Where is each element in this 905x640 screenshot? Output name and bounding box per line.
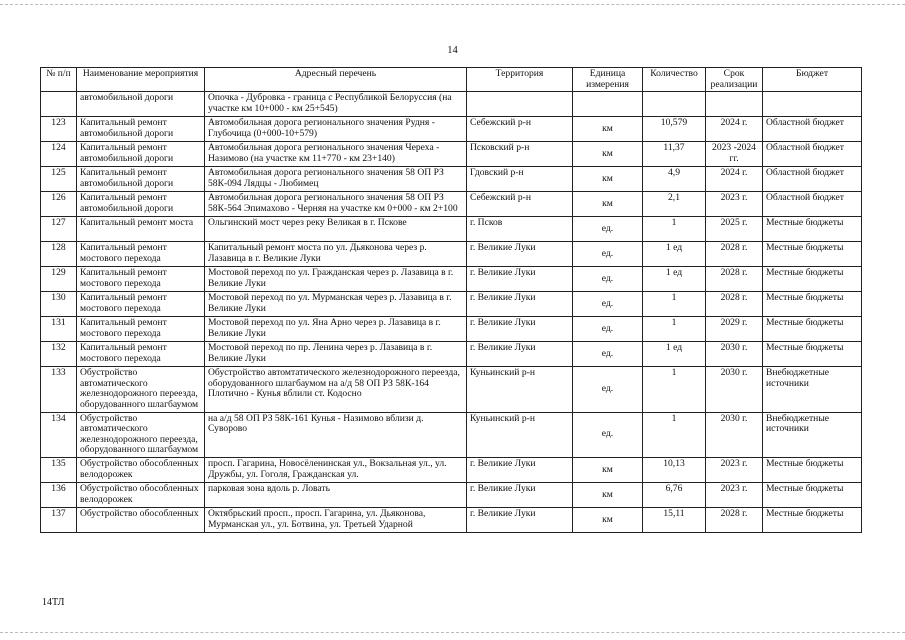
cell-territory: г. Великие Луки — [467, 317, 573, 342]
table-row — [41, 117, 862, 142]
cell-qty: 1 — [643, 292, 706, 317]
cell-territory: Псковский р-н — [467, 142, 573, 167]
cell-territory: Себежский р-н — [467, 192, 573, 217]
cell-term: 2023 -2024 гг. — [706, 142, 763, 167]
cell-budget: Внебюджетные источники — [763, 412, 862, 457]
cell-territory: г. Великие Луки — [467, 457, 573, 482]
cell-term: 2023 г. — [706, 192, 763, 217]
cell-event: Капитальный ремонт мостового перехода — [77, 317, 205, 342]
cell-address: Автомобильная дорога регионального значения Рудня - Глубочица (0+000-10+579) — [205, 117, 467, 142]
cell-event: Обустройство автоматического железнодорожного переезда, оборудованного шлагбаумом — [77, 367, 205, 412]
cell-unit: ед. — [573, 412, 643, 457]
cell-unit: ед. — [573, 217, 643, 242]
cell-qty: 11,37 — [643, 142, 706, 167]
cell-budget: Местные бюджеты — [763, 342, 862, 367]
cell-num: 123 — [41, 117, 77, 142]
cell-unit: км — [573, 142, 643, 167]
cell-event: Капитальный ремонт автомобильной дороги — [77, 192, 205, 217]
cell-budget — [763, 92, 862, 117]
cell-event: Капитальный ремонт автомобильной дороги — [77, 117, 205, 142]
cell-event: Обустройство обособленных — [77, 507, 205, 532]
table-row — [41, 317, 862, 342]
cell-event: Обустройство автоматического железнодорожного переезда, оборудованного шлагбаумом — [77, 412, 205, 457]
cell-budget: Местные бюджеты — [763, 217, 862, 242]
cell-num: 126 — [41, 192, 77, 217]
cell-territory: Гдовский р-н — [467, 167, 573, 192]
cell-num: 131 — [41, 317, 77, 342]
header-num: № п/п — [41, 68, 77, 92]
cell-num: 129 — [41, 267, 77, 292]
cell-term: 2024 г. — [706, 167, 763, 192]
cell-num: 135 — [41, 457, 77, 482]
cell-qty: 1 — [643, 317, 706, 342]
cell-qty: 1 ед — [643, 342, 706, 367]
cell-address: Опочка - Дубровка - граница с Республикой Белоруссия (на участке км 10+000 - км 25+545) — [205, 92, 467, 117]
cell-address: парковая зона вдоль р. Ловать — [205, 482, 467, 507]
cell-term: 2028 г. — [706, 267, 763, 292]
cell-num: 130 — [41, 292, 77, 317]
cell-unit: ед. — [573, 242, 643, 267]
cell-budget: Местные бюджеты — [763, 292, 862, 317]
cell-num: 134 — [41, 412, 77, 457]
header-term: Срок реализации — [706, 68, 763, 92]
cell-unit: км — [573, 192, 643, 217]
cell-qty: 10,579 — [643, 117, 706, 142]
cell-address: Мостовой переход по ул. Гражданская через р. Лазавица в г. Великие Луки — [205, 267, 467, 292]
header-qty: Количество — [643, 68, 706, 92]
cell-term — [706, 92, 763, 117]
cell-num: 124 — [41, 142, 77, 167]
cell-address: Автомобильная дорога регионального значения Череха - Назимово (на участке км 11+770 - км 23+140) — [205, 142, 467, 167]
cell-event: Обустройство обособленных велодорожек — [77, 457, 205, 482]
cell-budget: Местные бюджеты — [763, 507, 862, 532]
cell-term: 2028 г. — [706, 242, 763, 267]
table-row — [41, 267, 862, 292]
cell-event: Капитальный ремонт мостового перехода — [77, 267, 205, 292]
cell-event: Обустройство обособленных велодорожек — [77, 482, 205, 507]
cell-address: Мостовой переход по ул. Яна Арно через р. Лазавица в г. Великие Луки — [205, 317, 467, 342]
table-header-row — [41, 68, 862, 92]
table-row — [41, 412, 862, 457]
cell-unit: км — [573, 482, 643, 507]
cell-budget: Местные бюджеты — [763, 242, 862, 267]
cell-territory: г. Великие Луки — [467, 482, 573, 507]
cell-budget: Областной бюджет — [763, 142, 862, 167]
program-table — [40, 67, 862, 533]
cell-term: 2029 г. — [706, 317, 763, 342]
cell-event: Капитальный ремонт мостового перехода — [77, 242, 205, 267]
cell-budget: Местные бюджеты — [763, 482, 862, 507]
cell-num: 128 — [41, 242, 77, 267]
cell-num: 127 — [41, 217, 77, 242]
table-row — [41, 142, 862, 167]
cell-qty: 1 — [643, 217, 706, 242]
cell-address: Ольгинский мост через реку Великая в г. Пскове — [205, 217, 467, 242]
cell-event: автомобильной дороги — [77, 92, 205, 117]
cell-unit: км — [573, 117, 643, 142]
cell-territory: Себежский р-н — [467, 117, 573, 142]
cell-num: 133 — [41, 367, 77, 412]
cell-unit: км — [573, 167, 643, 192]
cell-unit: км — [573, 457, 643, 482]
cell-unit: ед. — [573, 267, 643, 292]
cell-term: 2023 г. — [706, 457, 763, 482]
cell-qty: 1 — [643, 412, 706, 457]
cell-territory — [467, 92, 573, 117]
cell-num: 132 — [41, 342, 77, 367]
footer-code: 14ТЛ — [42, 597, 65, 608]
cell-unit: км — [573, 507, 643, 532]
cell-term: 2030 г. — [706, 342, 763, 367]
cell-address: Обустройство автомтатического железнодорожного переезда, оборудованного шлагбаумом на а/д 58 ОП РЗ 58К-164 Плотично - Кунья вблили ст. Кодосно — [205, 367, 467, 412]
cell-address: Мостовой переход по пр. Ленина через р. Лазавица в г. Великие Луки — [205, 342, 467, 367]
cell-qty: 10,13 — [643, 457, 706, 482]
table-row — [41, 192, 862, 217]
cell-unit — [573, 92, 643, 117]
cell-num: 125 — [41, 167, 77, 192]
table-row — [41, 482, 862, 507]
header-territory: Территория — [467, 68, 573, 92]
table-row — [41, 342, 862, 367]
cell-qty — [643, 92, 706, 117]
cell-territory: г. Великие Луки — [467, 342, 573, 367]
header-budget: Бюджет — [763, 68, 862, 92]
cell-unit: ед. — [573, 292, 643, 317]
header-unit: Единица измерения — [573, 68, 643, 92]
table-row — [41, 457, 862, 482]
cell-address: Октябрьский просп., просп. Гагарина, ул. Дьяконова, Мурманская ул., ул. Ботвина, ул. Третьей Ударной — [205, 507, 467, 532]
cell-budget: Местные бюджеты — [763, 267, 862, 292]
cell-event: Капитальный ремонт моста — [77, 217, 205, 242]
scan-edge-top — [0, 4, 905, 5]
cell-territory: г. Великие Луки — [467, 507, 573, 532]
cell-term: 2025 г. — [706, 217, 763, 242]
cell-unit: ед. — [573, 367, 643, 412]
table-row — [41, 167, 862, 192]
cell-term: 2028 г. — [706, 507, 763, 532]
cell-event: Капитальный ремонт автомобильной дороги — [77, 167, 205, 192]
cell-num: 137 — [41, 507, 77, 532]
cell-budget: Областной бюджет — [763, 192, 862, 217]
table-row — [41, 242, 862, 267]
cell-term: 2024 г. — [706, 117, 763, 142]
cell-qty: 1 ед — [643, 242, 706, 267]
table-row — [41, 292, 862, 317]
header-address: Адресный перечень — [205, 68, 467, 92]
cell-num: 136 — [41, 482, 77, 507]
cell-budget: Внебюджетные источники — [763, 367, 862, 412]
cell-budget: Областной бюджет — [763, 117, 862, 142]
table-row — [41, 507, 862, 532]
cell-budget: Местные бюджеты — [763, 457, 862, 482]
cell-address: Капитальный ремонт моста по ул. Дьяконова через р. Лазавица в г. Великие Луки — [205, 242, 467, 267]
table-row — [41, 92, 862, 117]
cell-budget: Местные бюджеты — [763, 317, 862, 342]
table-row — [41, 367, 862, 412]
cell-territory: г. Великие Луки — [467, 292, 573, 317]
cell-address: Автомобильная дорога регионального значения 58 ОП РЗ 58К-094 Лядцы - Любимец — [205, 167, 467, 192]
cell-qty: 1 — [643, 367, 706, 412]
cell-term: 2023 г. — [706, 482, 763, 507]
cell-event: Капитальный ремонт мостового перехода — [77, 292, 205, 317]
cell-unit: ед. — [573, 342, 643, 367]
cell-qty: 15,11 — [643, 507, 706, 532]
cell-qty: 2,1 — [643, 192, 706, 217]
cell-event: Капитальный ремонт мостового перехода — [77, 342, 205, 367]
header-event: Наименование мероприятия — [77, 68, 205, 92]
cell-address: Мостовой переход по ул. Мурманская через р. Лазавица в г. Великие Луки — [205, 292, 467, 317]
cell-qty: 6,76 — [643, 482, 706, 507]
cell-territory: г. Псков — [467, 217, 573, 242]
cell-event: Капитальный ремонт автомобильной дороги — [77, 142, 205, 167]
cell-term: 2030 г. — [706, 367, 763, 412]
cell-term: 2028 г. — [706, 292, 763, 317]
cell-address: просп. Гагарина, Новосёленинская ул., Вокзальная ул., ул. Дружбы, ул. Гоголя, Гражданская ул. — [205, 457, 467, 482]
cell-territory: г. Великие Луки — [467, 267, 573, 292]
cell-territory: Куньинский р-н — [467, 412, 573, 457]
cell-address: Автомобильная дорога регионального значения 58 ОП РЗ 58К-564 Эпимахово - Черняя на участке км 0+000 - км 2+100 — [205, 192, 467, 217]
page-number: 14 — [447, 45, 458, 56]
cell-territory: Куньинский р-н — [467, 367, 573, 412]
cell-address: на а/д 58 ОП РЗ 58К-161 Кунья - Назимово вблизи д. Суворово — [205, 412, 467, 457]
cell-unit: ед. — [573, 317, 643, 342]
cell-territory: г. Великие Луки — [467, 242, 573, 267]
cell-term: 2030 г. — [706, 412, 763, 457]
table-row — [41, 217, 862, 242]
scan-edge-bottom — [0, 632, 905, 633]
cell-qty: 1 ед — [643, 267, 706, 292]
cell-budget: Областной бюджет — [763, 167, 862, 192]
cell-qty: 4,9 — [643, 167, 706, 192]
cell-num — [41, 92, 77, 117]
